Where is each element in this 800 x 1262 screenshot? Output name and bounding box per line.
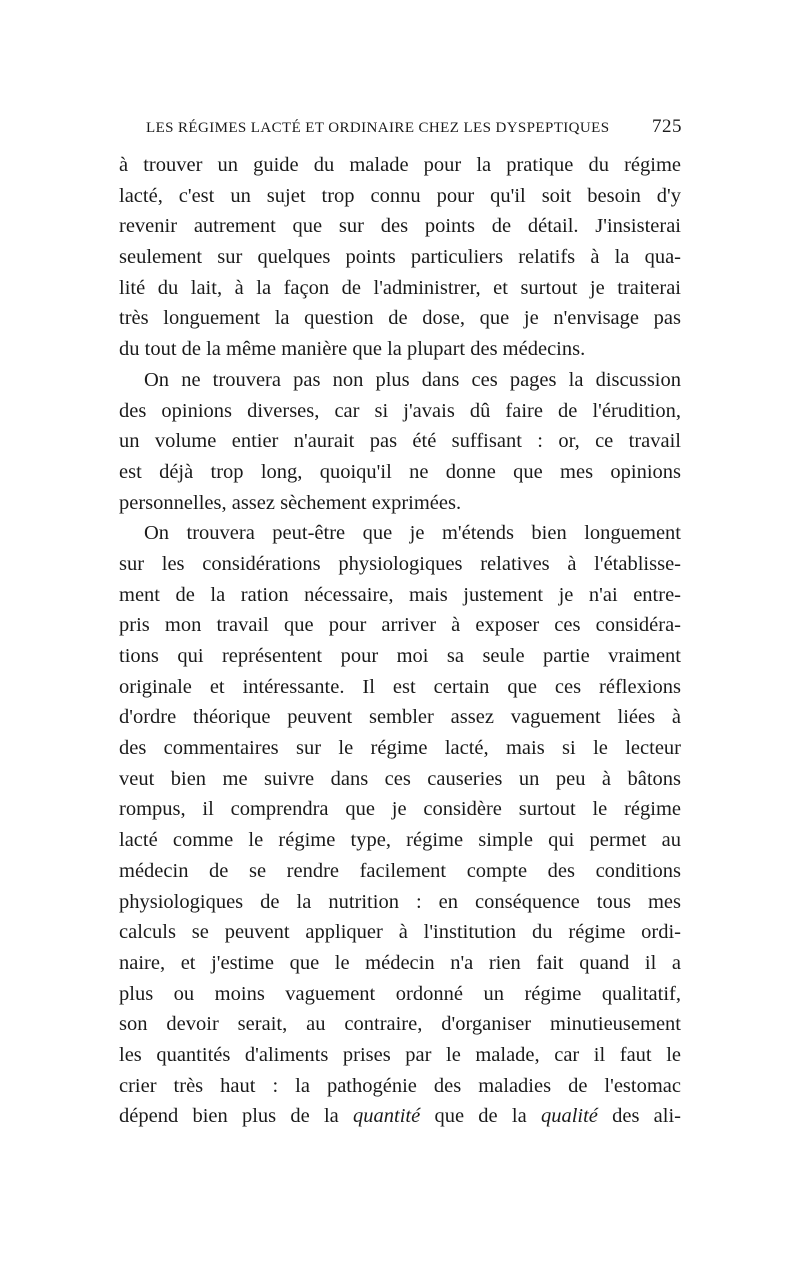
text-line: médecin de se rendre facilement compte des conditions	[119, 859, 681, 882]
text-line: plus ou moins vaguement ordonné un régime qualitatif,	[119, 982, 681, 1005]
text-line: revenir autrement que sur des points de détail. J'insisterai	[119, 215, 681, 238]
text-line: rompus, il comprendra que je considère surtout le régime	[119, 798, 681, 821]
text-line: à trouver un guide du malade pour la pratique du régime	[119, 154, 681, 176]
text-line: d'ordre théorique peuvent sembler assez vaguement liées à	[119, 706, 681, 729]
text-line: du tout de la même manière que la plupart des médecins.	[119, 338, 586, 361]
text-line: pris mon travail que pour arriver à exposer ces considéra-	[119, 614, 681, 637]
text-line: physiologiques de la nutrition : en conséquence tous mes	[119, 890, 681, 913]
text-segment: des ali-	[597, 1105, 682, 1128]
text-line: son devoir serait, au contraire, d'organiser minutieusement	[119, 1013, 681, 1036]
text-line: sur les considérations physiologiques relatives à l'établisse-	[119, 552, 681, 575]
text-line: est déjà trop long, quoiqu'il ne donne que mes opinions	[119, 460, 681, 483]
text-line: des commentaires sur le régime lacté, mais si le lecteur	[119, 737, 681, 760]
text-line-final	[119, 1101, 681, 1132]
text-line: personnelles, assez sèchement exprimées.	[119, 491, 462, 514]
text-segment: dépend bien plus de la	[119, 1105, 354, 1128]
text-line: originale et intéressante. Il est certain que ces réflexions	[119, 675, 681, 698]
italic-word-quantite: quantité	[353, 1105, 421, 1128]
text-line: crier très haut : la pathogénie des maladies de l'estomac	[119, 1074, 681, 1097]
text-line: lacté, c'est un sujet trop connu pour qu'il soit besoin d'y	[119, 184, 681, 207]
text-line: des opinions diverses, car si j'avais dû faire de l'érudition,	[119, 399, 681, 422]
text-line: naire, et j'estime que le médecin n'a rien fait quand il a	[119, 951, 681, 974]
text-line: ment de la ration nécessaire, mais justement je n'ai entre-	[119, 583, 681, 606]
body-text	[119, 150, 681, 1132]
text-line: calculs se peuvent appliquer à l'institution du régime ordi-	[119, 921, 681, 944]
italic-word-qualite: qualité	[540, 1105, 598, 1128]
text-line: veut bien me suivre dans ces causeries un peu à bâtons	[119, 767, 681, 790]
text-line: très longuement la question de dose, que je n'envisage pas	[119, 307, 681, 330]
page-number: 725	[652, 116, 682, 137]
text-line: seulement sur quelques points particuliers relatifs à la qua-	[119, 246, 681, 269]
text-line: les quantités d'aliments prises par le malade, car il faut le	[119, 1043, 681, 1066]
text-line: On trouvera peut-être que je m'étends bien longuement	[144, 522, 681, 545]
running-head	[146, 116, 682, 140]
text-segment: que de la	[420, 1105, 541, 1128]
text-line: On ne trouvera pas non plus dans ces pages la discussion	[144, 368, 681, 391]
text-line: lacté comme le régime type, régime simple qui permet au	[119, 829, 681, 852]
text-line: un volume entier n'aurait pas été suffisant : or, ce travail	[119, 430, 681, 453]
running-title: LES RÉGIMES LACTÉ ET ORDINAIRE CHEZ LES DYSPEPTIQUES	[146, 120, 610, 136]
text-line: lité du lait, à la façon de l'administrer, et surtout je traiterai	[119, 276, 681, 299]
text-line: tions qui représentent pour moi sa seule partie vraiment	[119, 645, 681, 667]
